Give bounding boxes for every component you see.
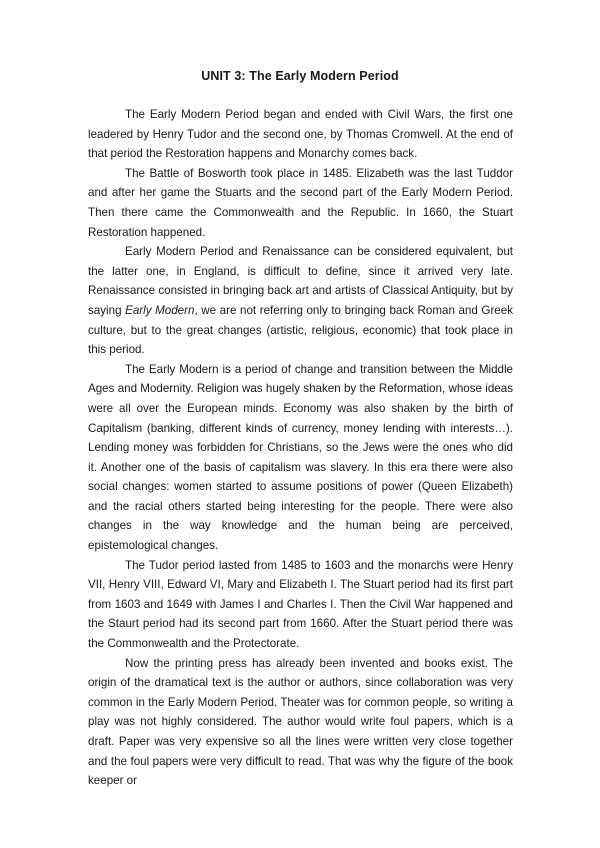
paragraph [88,105,513,164]
paragraph [88,556,513,654]
italic-term: Early Modern [125,303,195,317]
paragraph [88,654,513,791]
paragraph-text: Now the printing press has already been invented and books exist. The origin of the dramatical text is the author or authors, since collaboration was very common in the Early Modern Period. Theater was for common people, so writing a play was not highly considered. The author would write foul papers, which is a draft. Paper was very expensive so all the lines were written very close together and the foul papers were very difficult to read. That was why the figure of the book keeper or [88,656,513,788]
document-body [88,105,513,791]
paragraph-text: , we are not referring only to bringing back Roman and Greek culture, but to the great changes (artistic, religious, economic) that took place in this period. [88,303,513,357]
paragraph-text: The Early Modern is a period of change and transition between the Middle Ages and Modernity. Religion was hugely shaken by the Reformation, whose ideas were all over the European minds. Economy was also shaken by the birth of Capitalism (banking, different kinds of currency, money lending with interests…). Lending money was forbidden for Christians, so the Jews were the ones who did it. Another one of the basis of capitalism was slavery. In this era there were also social changes: women started to assume positions of power (Queen Elizabeth) and the racial others started being interesting for the people. There were also changes in the way knowledge and the human being are perceived, epistemological changes. [88,362,513,553]
paragraph-text: Early Modern Period and Renaissance can be considered equivalent, but the latter one, in England, is difficult to define, since it arrived very late. Renaissance consisted in bringing back art and artists of Classical Antiquity, but by saying [88,245,513,317]
paragraph [88,360,513,556]
paragraph-text: The Early Modern Period began and ended with Civil Wars, the first one leadered by Henry Tudor and the second one, by Thomas Cromwell. At the end of that period the Restoration happens and Monarchy comes back. [88,108,513,161]
paragraph-text: The Tudor period lasted from 1485 to 1603 and the monarchs were Henry VII, Henry VIII, Edward VI, Mary and Elizabeth I. The Stuart period had its first part from 1603 and 1649 with James I and Charles I. Then the Civil War happened and the Staurt period had its second part from 1660. After the Stuart period there was the Commonwealth and the Protectorate. [88,558,513,651]
page-title: UNIT 3: The Early Modern Period [201,69,399,83]
paragraph [88,242,513,360]
paragraph-text: The Battle of Bosworth took place in 1485. Elizabeth was the last Tuddor and after her game the Stuarts and the second part of the Early Modern Period. Then there came the Commonwealth and the Republic. In 1660, the Stuart Restoration happened. [88,166,513,239]
paragraph [88,164,513,242]
